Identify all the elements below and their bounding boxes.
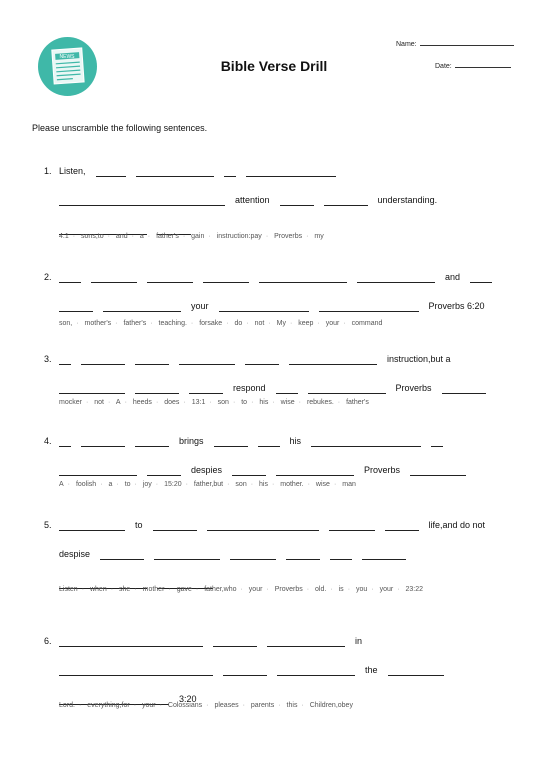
answer-blank[interactable] <box>147 282 193 283</box>
answer-blank[interactable] <box>230 559 276 560</box>
answer-blank[interactable] <box>219 311 309 312</box>
answer-blank[interactable] <box>330 559 352 560</box>
word-bank <box>59 478 519 491</box>
given-word: in <box>355 636 363 646</box>
word-separator: · <box>159 702 162 709</box>
answer-blank[interactable] <box>286 559 320 560</box>
answer-blank[interactable] <box>213 646 257 647</box>
answer-blank[interactable] <box>135 393 179 394</box>
word-separator: · <box>107 399 111 406</box>
answer-blank[interactable] <box>59 364 71 365</box>
word-separator: · <box>227 481 230 488</box>
date-label: Date: <box>435 63 452 70</box>
given-word: despise <box>59 549 91 559</box>
answer-blank[interactable] <box>277 675 355 676</box>
word-bank-word: 23:22 <box>405 586 424 593</box>
word-separator: · <box>232 399 236 406</box>
given-word: understanding. <box>377 195 438 205</box>
word-separator: · <box>246 320 249 327</box>
page-title: Bible Verse Drill <box>220 58 328 74</box>
question-number: 4. <box>44 436 52 446</box>
word-bank-word: a <box>139 233 144 240</box>
word-bank-word: parents <box>250 702 275 709</box>
answer-blank[interactable] <box>59 675 213 676</box>
word-separator: · <box>289 320 293 327</box>
word-bank-word: father,but <box>193 481 224 488</box>
word-bank-word: to <box>124 481 131 488</box>
word-separator: · <box>183 399 186 406</box>
word-bank <box>59 396 519 409</box>
answer-blank[interactable] <box>388 675 444 676</box>
answer-blank[interactable] <box>311 446 421 447</box>
answer-blank[interactable] <box>410 475 466 476</box>
word-bank-word: 15:20 <box>164 481 182 488</box>
answer-blank[interactable] <box>319 311 419 312</box>
word-separator: · <box>134 586 137 593</box>
word-bank-word: son <box>217 399 229 406</box>
answer-blank[interactable] <box>59 311 93 312</box>
question-number: 5. <box>44 520 52 530</box>
word-bank-word: his <box>259 399 269 406</box>
word-bank-word: old. <box>315 586 327 593</box>
word-separator: · <box>150 320 153 327</box>
word-separator: · <box>333 481 337 488</box>
word-bank <box>59 230 499 243</box>
word-bank-word: his <box>259 481 268 488</box>
word-bank-word: man <box>342 481 356 488</box>
word-bank-word: gain <box>191 233 205 240</box>
word-separator: · <box>81 586 85 593</box>
word-separator: · <box>209 399 212 406</box>
word-bank <box>59 699 499 712</box>
word-separator: · <box>76 320 79 327</box>
answer-blank[interactable] <box>224 176 236 177</box>
word-bank-word: A <box>59 481 64 488</box>
word-bank-word: Proverbs <box>274 586 303 593</box>
date-field[interactable] <box>435 60 511 70</box>
answer-blank[interactable] <box>289 364 377 365</box>
word-bank-word: not <box>254 320 265 327</box>
answer-blank[interactable] <box>135 364 169 365</box>
word-bank-word: teaching. <box>158 320 187 327</box>
answer-blank[interactable] <box>81 364 125 365</box>
word-bank-word: A <box>115 399 121 406</box>
name-label: Name: <box>396 41 417 48</box>
answer-blank[interactable] <box>59 475 137 476</box>
answer-blank[interactable] <box>100 559 144 560</box>
word-separator: · <box>100 481 103 488</box>
given-word: instruction,but a <box>387 354 451 364</box>
word-bank-word: you <box>355 586 368 593</box>
word-separator: · <box>133 702 137 709</box>
word-bank-word: wise <box>315 481 330 488</box>
word-separator: · <box>268 320 271 327</box>
word-bank-word: mother. <box>280 481 304 488</box>
word-separator: · <box>266 586 269 593</box>
newspaper-logo-icon <box>38 37 97 96</box>
answer-blank[interactable] <box>91 282 137 283</box>
answer-blank[interactable] <box>59 646 203 647</box>
answer-blank[interactable] <box>207 530 319 531</box>
word-bank-word: son, <box>59 320 73 327</box>
word-bank-word: Children,obey <box>309 702 353 709</box>
word-bank-word: keep <box>298 320 314 327</box>
word-separator: · <box>240 586 243 593</box>
word-separator: · <box>278 702 281 709</box>
word-bank-word: heeds <box>132 399 152 406</box>
word-separator: · <box>317 320 320 327</box>
answer-blank[interactable] <box>214 446 248 447</box>
word-separator: · <box>85 399 89 406</box>
word-separator: · <box>301 702 304 709</box>
given-word: to <box>135 520 143 530</box>
word-bank-word: my <box>314 233 324 240</box>
given-word: his <box>289 436 302 446</box>
answer-blank[interactable] <box>59 205 225 206</box>
word-separator: · <box>190 320 194 327</box>
word-separator: · <box>182 233 186 240</box>
word-bank-word: everything,for <box>87 702 130 709</box>
word-bank-word: sons,to <box>81 233 104 240</box>
answer-blank[interactable] <box>470 282 492 283</box>
word-bank-word: mother <box>142 586 165 593</box>
given-word: your <box>191 301 209 311</box>
word-bank-word: joy <box>142 481 152 488</box>
question-number: 6. <box>44 636 52 646</box>
word-bank-word: do <box>234 320 243 327</box>
answer-blank[interactable] <box>362 559 406 560</box>
word-separator: · <box>298 399 301 406</box>
word-separator: · <box>78 702 82 709</box>
word-bank-word: Colossians <box>167 702 203 709</box>
answer-blank[interactable] <box>147 475 181 476</box>
word-separator: · <box>155 399 159 406</box>
word-separator: · <box>306 586 310 593</box>
given-word: despies <box>191 465 223 475</box>
instructions: Please unscramble the following sentences. <box>32 123 208 133</box>
answer-blank[interactable] <box>59 530 125 531</box>
given-word: life,and do not <box>428 520 486 530</box>
word-separator: · <box>110 586 114 593</box>
answer-blank[interactable] <box>329 530 375 531</box>
answer-blank[interactable] <box>357 282 435 283</box>
word-bank-word: rebukes. <box>306 399 334 406</box>
word-separator: · <box>242 702 245 709</box>
word-separator: · <box>250 481 254 488</box>
answer-blank[interactable] <box>153 530 197 531</box>
answer-blank[interactable] <box>324 205 368 206</box>
answer-blank[interactable] <box>96 176 126 177</box>
name-line[interactable] <box>420 38 514 46</box>
given-word: brings <box>179 436 204 446</box>
word-separator: · <box>265 233 269 240</box>
word-separator: · <box>343 320 346 327</box>
answer-blank[interactable] <box>308 393 386 394</box>
word-separator: · <box>347 586 351 593</box>
answer-blank[interactable] <box>276 475 354 476</box>
word-separator: · <box>226 320 229 327</box>
given-word: respond <box>233 383 266 393</box>
word-bank-word: wise <box>280 399 295 406</box>
word-separator: · <box>168 586 171 593</box>
word-bank-word: this <box>286 702 298 709</box>
answer-blank[interactable] <box>280 205 314 206</box>
given-word: the <box>365 665 378 675</box>
word-separator: · <box>124 399 127 406</box>
word-bank-word: foolish <box>75 481 97 488</box>
word-bank-word: your <box>325 320 340 327</box>
word-separator: · <box>271 481 275 488</box>
answer-blank[interactable] <box>135 446 169 447</box>
answer-blank[interactable] <box>431 446 443 447</box>
word-bank-word: mocker <box>59 399 82 406</box>
logo-text: NEWS <box>59 54 75 60</box>
word-separator: · <box>330 586 333 593</box>
word-bank-word: command <box>351 320 383 327</box>
word-separator: · <box>115 320 118 327</box>
word-separator: · <box>206 702 209 709</box>
given-word: Listen, <box>59 166 86 176</box>
word-separator: · <box>155 481 159 488</box>
word-bank-word: father's <box>156 233 179 240</box>
word-bank-word: Lord. <box>59 702 75 709</box>
word-bank-word: a <box>108 481 113 488</box>
word-separator: · <box>147 233 151 240</box>
date-line[interactable] <box>455 60 511 68</box>
answer-blank[interactable] <box>59 393 125 394</box>
word-separator: · <box>134 481 137 488</box>
word-bank-word: father's <box>123 320 147 327</box>
word-separator: · <box>67 481 71 488</box>
word-separator: · <box>208 233 211 240</box>
word-separator: · <box>397 586 400 593</box>
given-word: Proverbs <box>395 383 432 393</box>
word-bank-word: son <box>235 481 247 488</box>
word-separator: · <box>116 481 119 488</box>
word-bank-word: is <box>338 586 344 593</box>
answer-blank[interactable] <box>103 311 181 312</box>
answer-blank[interactable] <box>276 393 298 394</box>
word-separator: · <box>272 399 275 406</box>
answer-blank[interactable] <box>442 393 486 394</box>
word-bank-word: 4:1 <box>59 233 69 240</box>
word-bank-word: pleases <box>214 702 239 709</box>
word-separator: · <box>251 399 254 406</box>
given-word: Proverbs 6:20 <box>428 301 485 311</box>
answer-blank[interactable] <box>385 530 419 531</box>
word-separator: · <box>306 233 309 240</box>
word-bank-word: mother's <box>84 320 112 327</box>
answer-blank[interactable] <box>258 446 280 447</box>
name-field[interactable] <box>396 38 514 48</box>
word-separator: · <box>185 481 188 488</box>
given-word: and <box>445 272 461 282</box>
word-bank-word: father's <box>346 399 369 406</box>
given-word: Proverbs <box>364 465 401 475</box>
word-bank-word: My <box>276 320 286 327</box>
given-word: 3:20 <box>179 694 197 704</box>
word-bank <box>59 583 499 596</box>
word-bank-word: to <box>241 399 248 406</box>
word-bank <box>59 317 519 330</box>
word-bank-word: and <box>115 233 128 240</box>
question-number: 3. <box>44 354 52 364</box>
answer-blank[interactable] <box>203 282 249 283</box>
word-bank-word: not <box>94 399 104 406</box>
word-bank-word: gave <box>176 586 192 593</box>
answer-blank[interactable] <box>136 176 214 177</box>
word-bank-word: your <box>248 586 263 593</box>
word-bank-word: forsake <box>199 320 223 327</box>
word-separator: · <box>371 586 374 593</box>
question-number: 2. <box>44 272 52 282</box>
word-bank-word: Proverbs <box>274 233 303 240</box>
word-separator: · <box>131 233 134 240</box>
answer-blank[interactable] <box>59 446 71 447</box>
answer-blank[interactable] <box>267 646 345 647</box>
word-bank-word: does <box>164 399 180 406</box>
word-separator: · <box>195 586 199 593</box>
word-bank-word: instruction:pay <box>216 233 262 240</box>
word-separator: · <box>307 481 310 488</box>
word-separator: · <box>337 399 341 406</box>
word-bank-word: she <box>119 586 131 593</box>
answer-blank[interactable] <box>81 446 125 447</box>
word-separator: · <box>107 233 110 240</box>
answer-blank[interactable] <box>154 559 220 560</box>
answer-blank[interactable] <box>223 675 267 676</box>
word-bank-word: your <box>379 586 394 593</box>
word-separator: · <box>72 233 76 240</box>
word-bank-word: your <box>141 702 156 709</box>
answer-blank[interactable] <box>59 282 81 283</box>
word-bank-word: when <box>89 586 107 593</box>
answer-blank[interactable] <box>189 393 223 394</box>
word-bank-word: 13:1 <box>191 399 206 406</box>
answer-blank[interactable] <box>179 364 235 365</box>
answer-blank[interactable] <box>246 176 336 177</box>
given-word: attention <box>235 195 270 205</box>
question-number: 1. <box>44 166 52 176</box>
answer-blank[interactable] <box>232 475 266 476</box>
word-bank-word: Listen <box>59 586 78 593</box>
word-bank-word: father,who <box>204 586 237 593</box>
answer-blank[interactable] <box>259 282 347 283</box>
answer-blank[interactable] <box>245 364 279 365</box>
